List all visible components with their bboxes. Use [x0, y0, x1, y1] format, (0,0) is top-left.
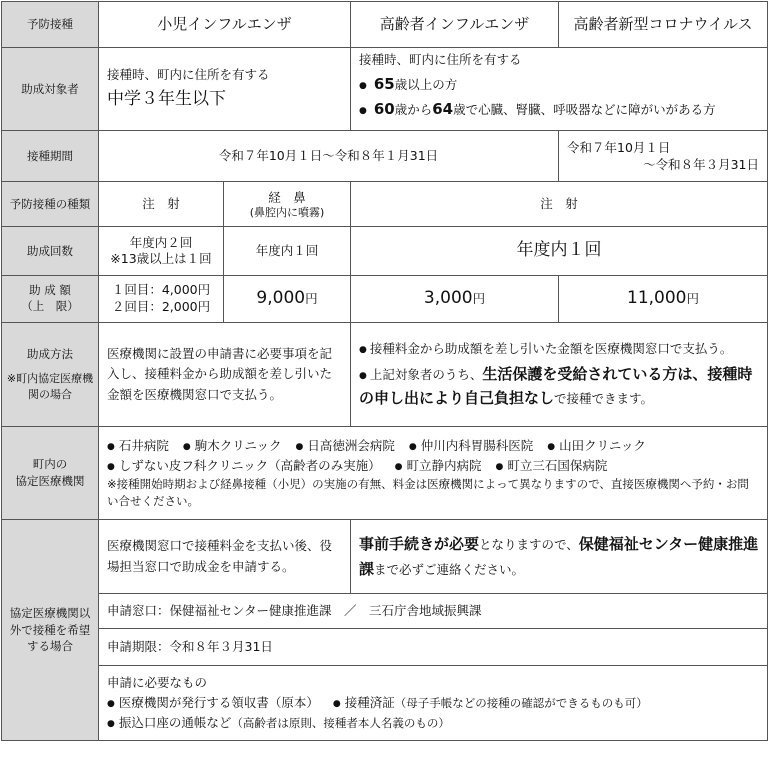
amount-elder-flu-value: 3,000 [423, 288, 473, 309]
period-label: 接種期間 [2, 131, 99, 182]
target-elder-item2 [359, 99, 759, 120]
target-elder [351, 48, 768, 131]
amount-label [2, 276, 99, 323]
age-64: 64 [432, 99, 454, 118]
target-child-line2: 中学３年生以下 [107, 88, 226, 109]
clinics-cell [99, 427, 768, 520]
age-64-text: 歳で心臓、腎臓、呼吸器などに障がいがある方 [453, 101, 716, 117]
age-range-text: 歳から [394, 101, 433, 117]
required-line2 [107, 713, 759, 733]
clinics-label-line1: 町内の [32, 457, 68, 472]
type-elder-injection: 注 射 [351, 182, 768, 227]
count-row [2, 227, 768, 276]
target-label: 助成対象者 [2, 48, 99, 131]
type-child-injection: 注 射 [99, 182, 224, 227]
type-label: 予防接種の種類 [2, 182, 99, 227]
outside-elder-d: まで必ずご連絡ください。 [374, 561, 525, 577]
count-injection-line2: ※13歳以上は１回 [110, 251, 212, 266]
period-covid-line2: ～令和８年３月31日 [643, 157, 759, 172]
method-row [2, 323, 768, 427]
method-elder-item1-text: 接種料金から助成額を差し引いた金額を医療機関窓口で支払う。 [369, 341, 733, 357]
amount-elder-flu [351, 276, 559, 323]
method-label-note: ※町内協定医療機関の場合 [6, 371, 94, 401]
clinics-label-line2: 協定医療機関 [15, 474, 85, 488]
header-label: 予防接種 [2, 2, 99, 48]
target-elder-item1 [359, 74, 759, 95]
amount-nasal-unit: 円 [305, 291, 318, 307]
required-title: 申請に必要なもの [107, 675, 208, 690]
clinic-ishii: ● 石井病院 [107, 436, 169, 456]
age-65-text: 歳以上の方 [394, 76, 458, 92]
outside-row-required [2, 666, 768, 741]
required-line1 [107, 693, 759, 713]
required-passbook-note: （高齢者は原則、接種者本人名義のもの） [231, 716, 450, 730]
method-elder-item2-a: 上記対象者のうち、 [369, 367, 483, 383]
count-label: 助成回数 [2, 227, 99, 276]
header-child-flu: 小児インフルエンザ [99, 2, 351, 48]
outside-elder [351, 520, 768, 594]
type-child-nasal [224, 182, 351, 227]
outside-label: 協定医療機関以外で接種を希望する場合 [2, 520, 99, 741]
clinics-note: ※接種開始時期および経鼻接種（小児）の実施の有無、料金は医療機関によって異なりますので、直接医療機関へ予約・お問い合せください。 [107, 476, 749, 508]
vaccination-subsidy-table [1, 1, 768, 741]
age-60: 60 [373, 99, 395, 118]
count-child-injection [99, 227, 224, 276]
required-receipt [107, 693, 319, 713]
type-nasal-note: (鼻腔内に噴霧) [249, 206, 325, 220]
required-receipt-text: 医療機関が発行する領収書（原本） [118, 695, 319, 710]
count-child-nasal: 年度内１回 [224, 227, 351, 276]
required-passbook-text: 振込口座の通帳など [118, 715, 232, 730]
clinics-row2 [107, 456, 759, 476]
amount-injection-line2: ２回目：2,000円 [111, 299, 211, 314]
method-elder [351, 323, 768, 427]
clinics-row1 [107, 436, 759, 456]
outside-deadline: 申請期限：令和８年３月31日 [99, 629, 768, 666]
count-elder: 年度内１回 [351, 227, 768, 276]
amount-injection-line1: １回目：4,000円 [111, 282, 211, 298]
clinic-shizunai-derm: ● しずない皮フ科クリニック（高齢者のみ実施） [107, 456, 381, 476]
clinics-label [2, 427, 99, 520]
clinics-row [2, 427, 768, 520]
period-row [2, 131, 768, 182]
outside-elder-a: 事前手続きが必要 [359, 534, 480, 553]
amount-elder-covid-unit: 円 [686, 291, 699, 307]
method-elder-item1 [359, 339, 759, 358]
required-certificate [333, 693, 648, 713]
outside-child: 医療機関窓口で接種料金を支払い後、役場担当窓口で助成金を申請する。 [99, 520, 351, 594]
outside-required [99, 666, 768, 741]
type-row [2, 182, 768, 227]
target-child [99, 48, 351, 131]
type-nasal-title: 経 鼻 [268, 189, 306, 205]
amount-elder-covid [559, 276, 768, 323]
period-covid [559, 131, 768, 182]
amount-label-line2: （上 限） [21, 299, 79, 313]
outside-row-1 [2, 520, 768, 594]
required-passbook [107, 713, 450, 733]
target-child-line1: 接種時、町内に住所を有する [107, 67, 270, 83]
amount-child-nasal [224, 276, 351, 323]
method-elder-item2-c: で接種できます。 [554, 390, 654, 406]
outside-elder-c: 保健福祉センター健康推進課 [359, 534, 759, 578]
clinic-shizunai-hospital: ● 町立静内病院 [395, 456, 482, 476]
required-certificate-note: （母子手帳などの接種の確認ができるものも可） [394, 696, 648, 710]
target-row [2, 48, 768, 131]
amount-label-line1: 助 成 額 [29, 283, 71, 298]
clinic-komaki: ● 駒木クリニック [183, 436, 282, 456]
outside-window: 申請窓口：保健福祉センター健康推進課 ／ 三石庁舎地域振興課 [99, 594, 768, 629]
amount-nasal-value: 9,000 [256, 288, 306, 309]
outside-elder-b: となりますので、 [479, 536, 579, 552]
clinic-nakagawa: ● 仲川内科胃腸科医院 [409, 436, 533, 456]
clinic-yamada: ● 山田クリニック [547, 436, 646, 456]
age-65: 65 [373, 74, 395, 93]
outside-row-window [2, 594, 768, 629]
count-injection-line1: 年度内２回 [129, 234, 193, 250]
amount-row [2, 276, 768, 323]
method-child: 医療機関に設置の申請書に必要事項を記入し、接種料金から助成額を差し引いた金額を医療機関窓口で支払う。 [99, 323, 351, 427]
header-row [2, 2, 768, 48]
required-certificate-text: 接種済証 [344, 695, 395, 710]
period-flu: 令和７年10月１日～令和８年１月31日 [99, 131, 559, 182]
method-elder-item2 [359, 363, 759, 410]
header-elder-flu: 高齢者インフルエンザ [351, 2, 559, 48]
outside-row-deadline [2, 629, 768, 666]
target-elder-line1: 接種時、町内に住所を有する [359, 52, 522, 67]
header-elder-covid: 高齢者新型コロナウイルス [559, 2, 768, 48]
amount-elder-flu-unit: 円 [472, 291, 486, 307]
method-label-title: 助成方法 [27, 347, 73, 362]
amount-child-injection [99, 276, 224, 323]
method-label [2, 323, 99, 427]
amount-elder-covid-value: 11,000 [627, 288, 687, 309]
clinic-hidaka: ● 日高徳洲会病院 [296, 436, 395, 456]
clinic-mitsuishi: ● 町立三石国保病院 [496, 456, 608, 476]
period-covid-line1: 令和７年10月１日 [567, 139, 671, 155]
method-elder-item2-b: 生活保護を受給されている方は、接種時の申し出により自己負担なし [359, 365, 753, 407]
